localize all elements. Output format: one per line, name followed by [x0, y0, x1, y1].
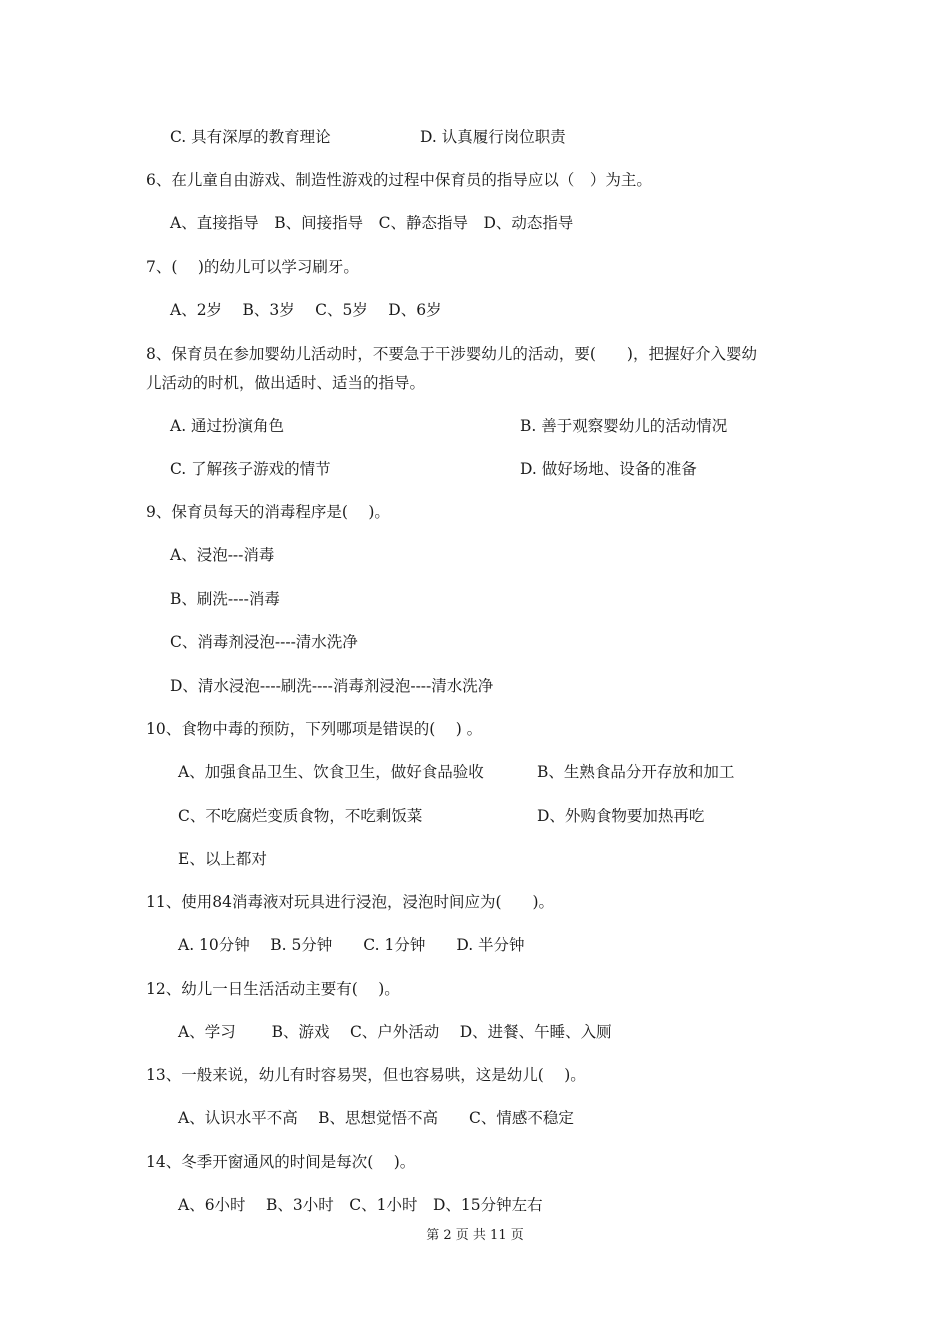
question-9: 9、保育员每天的消毒程序是( )。 — [146, 503, 390, 521]
q11-options: A. 10分钟 B. 5分钟 C. 1分钟 D. 半分钟 — [178, 936, 525, 954]
q8-option-a: A. 通过扮演角色 — [170, 417, 285, 435]
q10-option-d: D、外购食物要加热再吃 — [537, 807, 705, 825]
q12-options: A、学习 B、游戏 C、户外活动 D、进餐、午睡、入厕 — [178, 1023, 612, 1041]
question-6: 6、在儿童自由游戏、制造性游戏的过程中保育员的指导应以（ ）为主。 — [146, 171, 652, 189]
q10-option-a: A、加强食品卫生、饮食卫生，做好食品验收 — [178, 763, 484, 781]
q13-options: A、认识水平不高 B、思想觉悟不高 C、情感不稳定 — [178, 1109, 574, 1127]
question-12: 12、幼儿一日生活活动主要有( )。 — [146, 980, 400, 998]
q9-option-c: C、消毒剂浸泡----清水洗净 — [170, 633, 358, 651]
q14-options: A、6小时 B、3小时 C、1小时 D、15分钟左右 — [178, 1196, 543, 1214]
question-7: 7、( )的幼儿可以学习刷牙。 — [146, 258, 359, 276]
q8-option-d: D. 做好场地、设备的准备 — [520, 460, 697, 478]
q8-option-c: C. 了解孩子游戏的情节 — [170, 460, 331, 478]
q10-option-e: E、以上都对 — [178, 850, 267, 868]
q7-options: A、2岁 B、3岁 C、5岁 D、6岁 — [170, 301, 442, 319]
question-14: 14、冬季开窗通风的时间是每次( )。 — [146, 1153, 416, 1171]
page-footer: 第 2 页 共 11 页 — [426, 1228, 524, 1243]
q10-option-c: C、不吃腐烂变质食物，不吃剩饭菜 — [178, 807, 423, 825]
question-10: 10、食物中毒的预防，下列哪项是错误的( ) 。 — [146, 720, 483, 738]
q6-options: A、直接指导 B、间接指导 C、静态指导 D、动态指导 — [170, 214, 574, 232]
question-11: 11、使用84消毒液对玩具进行浸泡，浸泡时间应为( )。 — [146, 893, 555, 911]
q9-option-a: A、浸泡---消毒 — [170, 546, 275, 564]
q8-option-b: B. 善于观察婴幼儿的活动情况 — [520, 417, 728, 435]
q5-option-d: D. 认真履行岗位职责 — [420, 128, 566, 146]
q10-option-b: B、生熟食品分开存放和加工 — [537, 763, 735, 781]
question-8-line-1: 8、保育员在参加婴幼儿活动时，不要急于干涉婴幼儿的活动，要( )，把握好介入婴幼 — [146, 345, 757, 363]
question-8-line-2: 儿活动的时机，做出适时、适当的指导。 — [146, 374, 426, 392]
q9-option-b: B、刷洗----消毒 — [170, 590, 280, 608]
q9-option-d: D、清水浸泡----刷洗----消毒剂浸泡----清水洗净 — [170, 677, 494, 695]
question-13: 13、一般来说，幼儿有时容易哭，但也容易哄，这是幼儿( )。 — [146, 1066, 586, 1084]
q5-option-c: C. 具有深厚的教育理论 — [170, 128, 331, 146]
